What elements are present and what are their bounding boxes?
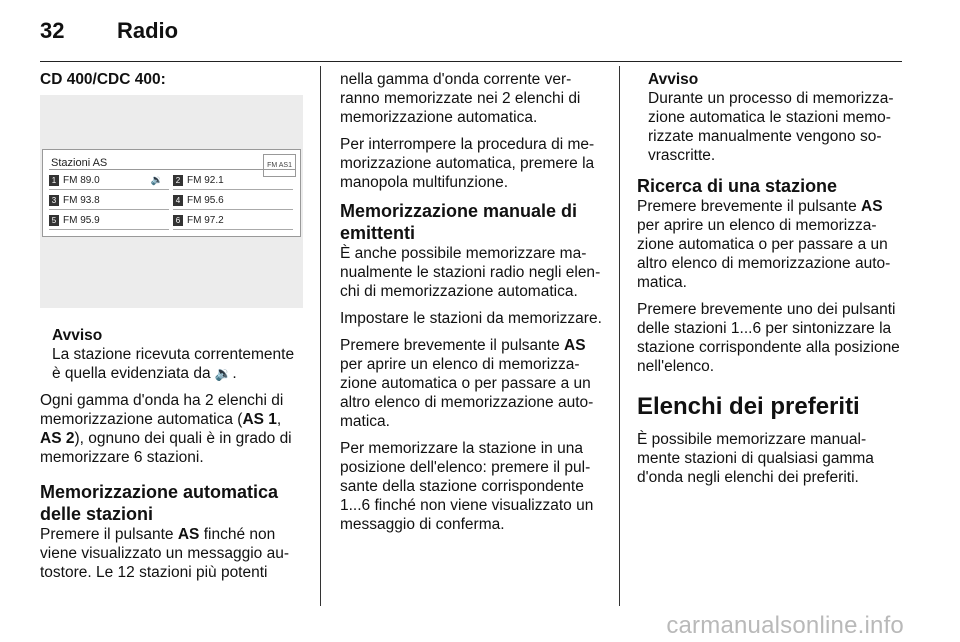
paragraph: Per memorizzare la stazione in una posizione dell'elenco: premere il pulsante della stazione corrispondente 1...6 finché non viene visualizzato un messaggio di conferma. [340,440,594,533]
section-title: Radio [117,18,179,43]
preset-1: 1 FM 89.0 🔉 [49,172,169,190]
heading-manual-storage: Memorizzazione manuale di emittenti [340,201,578,243]
header-divider [40,61,902,62]
paragraph: Premere brevemente il pulsante AS per aprire un elenco di memorizzazione automatica o per passare a un altro elenco di memorizzazione automatica. [637,198,891,291]
column-1 [40,70,303,590]
speaker-icon: 🔉 [150,175,163,186]
preset-6: 6 FM 97.2 [173,212,293,230]
note-title: Avviso [648,71,699,88]
radio-display-figure [40,95,303,308]
radio-screen [42,149,301,237]
heading-automatic-storage: Memorizzazione automatica delle stazioni [40,482,279,524]
paragraph: Impostare le stazioni da memorizzare. [340,310,602,327]
paragraph: Premere brevemente uno dei pulsanti delle stazioni 1...6 per sintonizzare la stazione corrispondente alla posizione nell'elenco. [637,301,900,375]
preset-5: 5 FM 95.9 [49,212,169,230]
note-text: La stazione ricevuta correntemente è quella evidenziata da 🔉. [52,346,295,382]
column-divider-1 [320,66,321,606]
heading-favourites: Elenchi dei preferiti [637,393,860,420]
paragraph: È possibile memorizzare manualmente stazioni di qualsiasi gamma d'onda negli elenchi dei preferiti. [637,431,874,486]
note-text: Durante un processo di memorizzazione automatica le stazioni memorizzate manualmente vengono sovrascritte. [648,90,894,164]
paragraph: Premere brevemente il pulsante AS per aprire un elenco di memorizzazione automatica o per passare a un altro elenco di memorizzazione automatica. [340,337,594,430]
note-title: Avviso [52,327,103,344]
column-3 [637,70,903,495]
watermark: carmanualsonline.info [666,612,904,639]
paragraph: È anche possibile memorizzare manualmente le stazioni radio negli elenchi di memorizzazione automatica. [340,245,601,300]
note-box-2 [648,70,903,165]
paragraph: Ogni gamma d'onda ha 2 elenchi di memorizzazione automatica (AS 1, AS 2), ognuno dei quali è in grado di memorizzare 6 stazioni. [40,392,292,466]
note-box-1 [52,326,303,383]
paragraph: nella gamma d'onda corrente verranno memorizzate nei 2 elenchi di memorizzazione automatica. [340,71,581,126]
paragraph: Per interrompere la procedura di memorizzazione automatica, premere la manopola multifunzione. [340,136,595,191]
screen-divider [49,169,296,170]
heading-station-search: Ricerca di una stazione [637,176,838,196]
preset-3: 3 FM 93.8 [49,192,169,210]
preset-2: 2 FM 92.1 [173,172,293,190]
screen-tab: FM AS1 [263,154,296,177]
preset-4: 4 FM 95.6 [173,192,293,210]
page-number: 32 [40,18,65,43]
screen-title: Stazioni AS [51,157,108,169]
speaker-icon: 🔉 [214,365,233,381]
column-divider-2 [619,66,620,606]
model-label: CD 400/CDC 400: [40,71,166,88]
column-2 [340,70,603,542]
paragraph: Premere il pulsante AS finché non viene visualizzato un messaggio autostore. Le 12 stazioni più potenti [40,526,290,581]
